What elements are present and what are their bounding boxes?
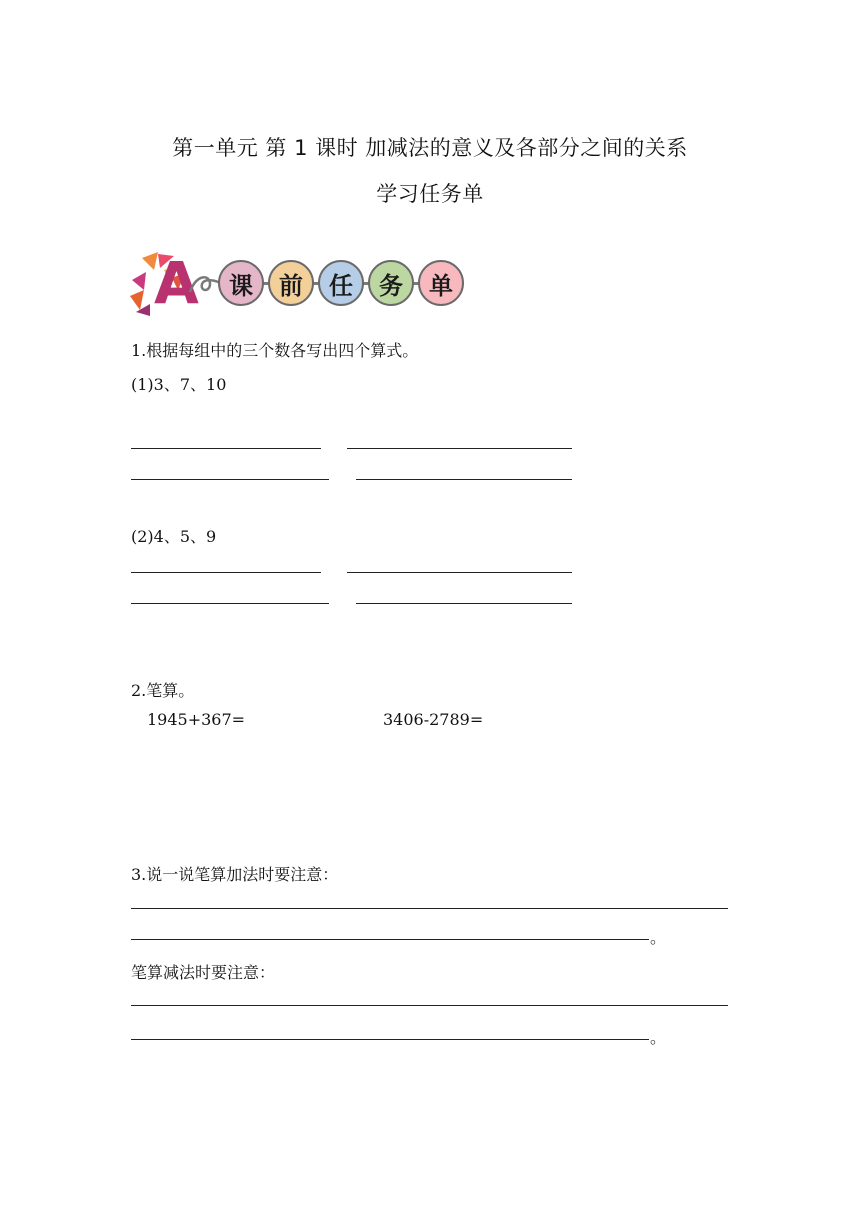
answer-line[interactable] — [131, 448, 321, 449]
calc-expression-1: 1945+367= — [147, 710, 246, 729]
task-banner — [128, 250, 473, 320]
banner-char-circle: 任 — [318, 260, 364, 306]
answer-line[interactable] — [347, 572, 572, 573]
logo-letter: A — [154, 249, 199, 317]
answer-line[interactable] — [131, 939, 649, 940]
banner-char-circle: 前 — [268, 260, 314, 306]
question-2-prompt: 2.笔算。 — [131, 681, 195, 700]
answer-line[interactable] — [356, 603, 572, 604]
question-3-prompt: 3.说一说笔算加法时要注意： — [131, 865, 339, 884]
calc-expression-2: 3406-2789= — [383, 710, 484, 729]
answer-line[interactable] — [356, 479, 572, 480]
banner-char-circle: 课 — [218, 260, 264, 306]
answer-line[interactable] — [131, 1039, 649, 1040]
page-title: 第一单元 第 1 课时 加减法的意义及各部分之间的关系 — [172, 136, 688, 160]
banner-char-circle: 单 — [418, 260, 464, 306]
question-1-group-1: (1)3、7、10 — [131, 375, 227, 394]
answer-line[interactable] — [131, 603, 329, 604]
answer-line[interactable] — [131, 479, 329, 480]
answer-line[interactable] — [131, 908, 728, 909]
banner-char-circle: 务 — [368, 260, 414, 306]
answer-line[interactable] — [131, 572, 321, 573]
answer-line[interactable] — [131, 1005, 728, 1006]
question-1-group-2: (2)4、5、9 — [131, 527, 217, 546]
period-mark: 。 — [650, 1028, 667, 1047]
question-3-sub-prompt: 笔算减法时要注意： — [131, 963, 276, 982]
period-mark: 。 — [650, 928, 667, 947]
answer-line[interactable] — [347, 448, 572, 449]
page-subtitle: 学习任务单 — [376, 182, 484, 206]
question-1-prompt: 1.根据每组中的三个数各写出四个算式。 — [131, 341, 419, 360]
